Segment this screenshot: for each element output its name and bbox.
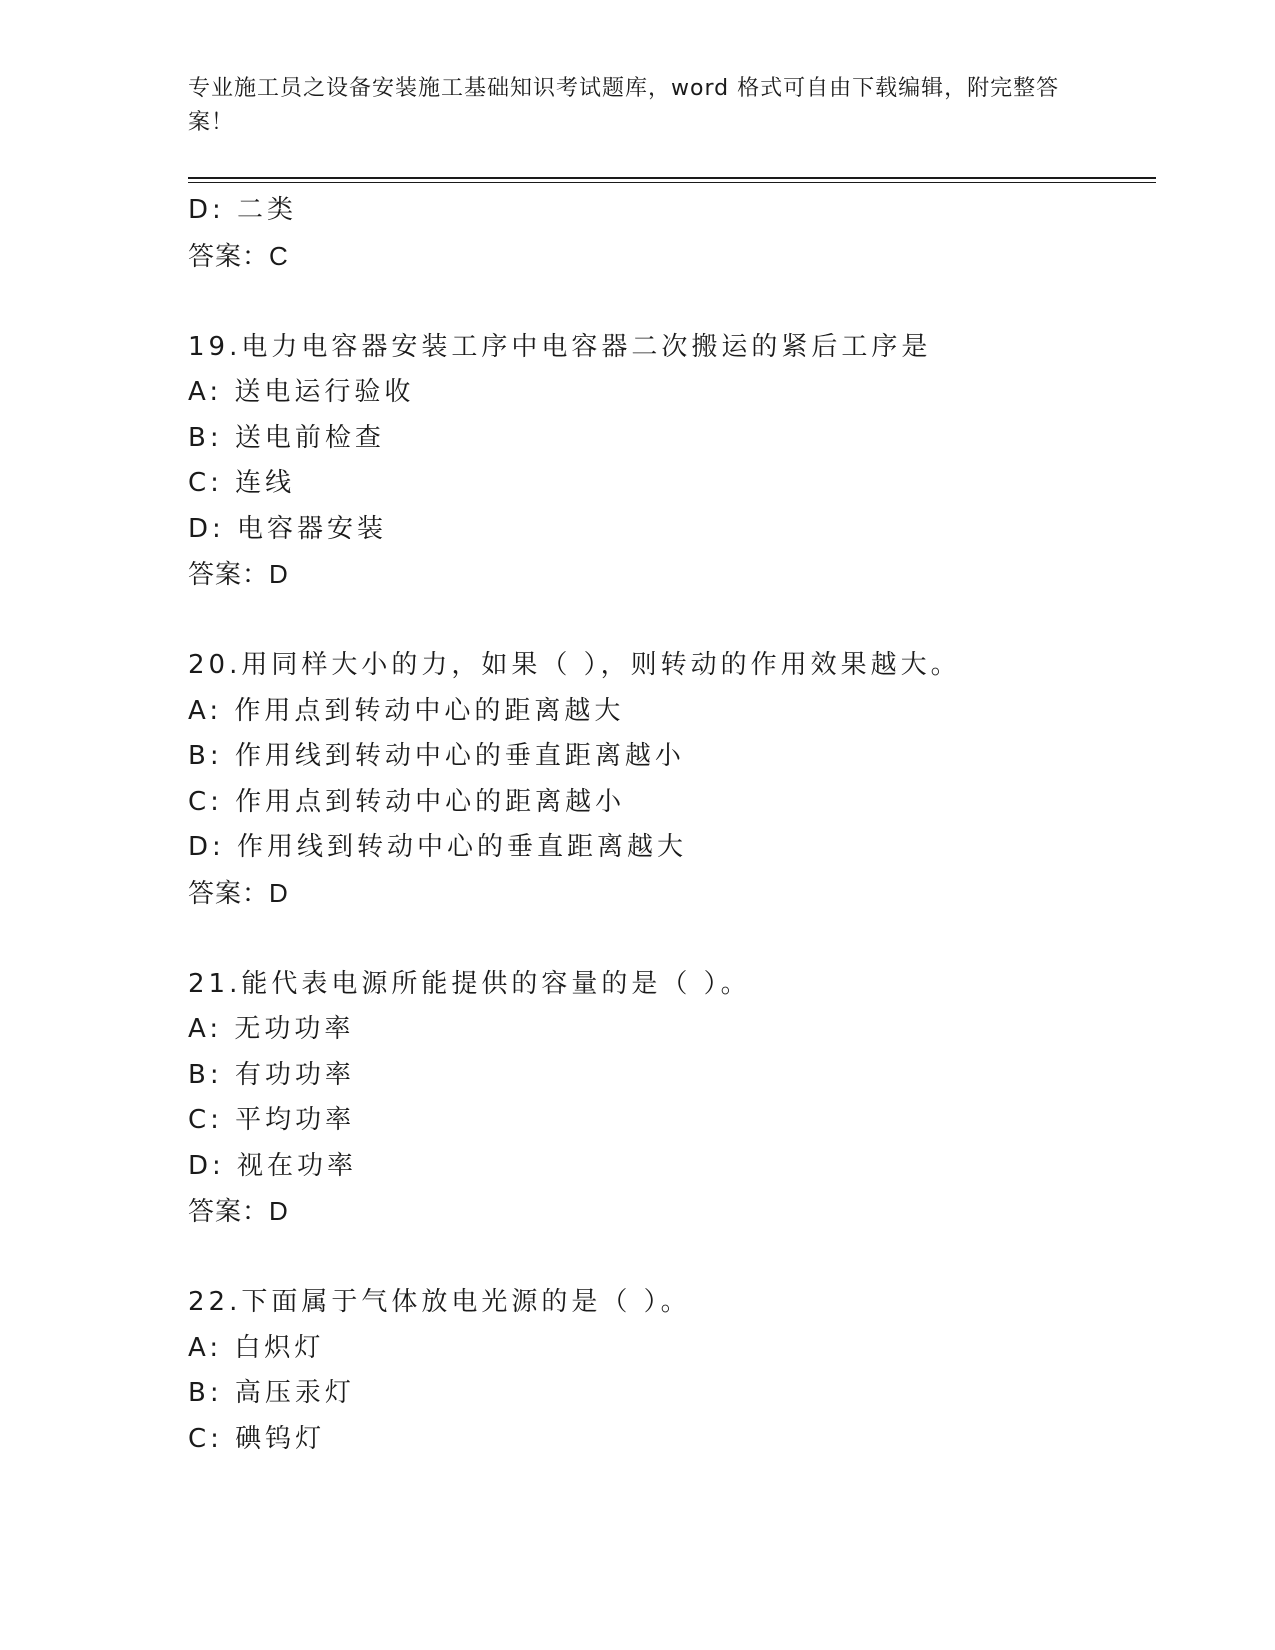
option-b: B: 作用线到转动中心的垂直距离越小	[188, 741, 685, 771]
question-19	[188, 325, 1148, 598]
header-divider-thin	[188, 182, 1156, 183]
option-a: A: 送电运行验收	[188, 377, 415, 407]
option-b: B: 有功功率	[188, 1059, 355, 1090]
option-c: C: 连线	[188, 468, 296, 498]
option-b: B: 高压汞灯	[188, 1378, 355, 1408]
question-21	[188, 962, 1148, 1235]
question-22	[188, 1280, 1148, 1462]
question-stem: 22.下面属于气体放电光源的是（ ）。	[188, 1287, 691, 1317]
answer: 答案：C	[188, 240, 289, 271]
header-divider	[188, 177, 1156, 179]
question-stem: 21.能代表电源所能提供的容量的是（ ）。	[188, 968, 751, 999]
option-c: C: 作用点到转动中心的距离越小	[188, 786, 626, 817]
option-a: A: 白炽灯	[188, 1332, 325, 1363]
option-a: A: 无功功率	[188, 1014, 355, 1044]
option-c: C: 碘钨灯	[188, 1423, 326, 1454]
document-header: 专业施工员之设备安装施工基础知识考试题库，word 格式可自由下载编辑，附完整答案！	[188, 76, 1060, 135]
answer: 答案：D	[188, 877, 289, 908]
option-d: D: 二类	[188, 195, 298, 225]
option-d: D: 视在功率	[188, 1150, 358, 1181]
answer: 答案：D	[188, 559, 289, 589]
option-c: C: 平均功率	[188, 1105, 356, 1135]
option-a: A: 作用点到转动中心的距离越大	[188, 695, 625, 726]
option-b: B: 送电前检查	[188, 422, 385, 453]
question-20	[188, 643, 1148, 916]
question-stem: 19.电力电容器安装工序中电容器二次搬运的紧后工序是	[188, 331, 932, 362]
option-d: D: 电容器安装	[188, 513, 388, 544]
question-stem: 20.用同样大小的力，如果（ ），则转动的作用效果越大。	[188, 650, 961, 680]
answer: 答案：D	[188, 1196, 289, 1226]
question-list	[188, 188, 1148, 1462]
option-d: D: 作用线到转动中心的垂直距离越大	[188, 832, 688, 862]
